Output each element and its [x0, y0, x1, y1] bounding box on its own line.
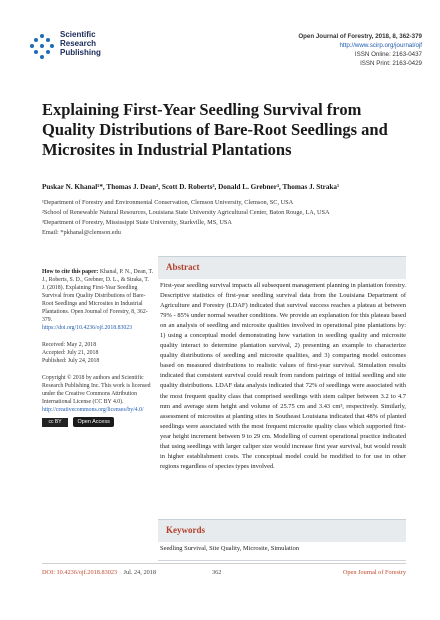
- paper-title: Explaining First-Year Seedling Survival from Quality Distributions of Bare-Root Seedlings and Microsites in Industrial Plantations: [42, 100, 388, 159]
- affiliation-1: ¹Department of Forestry and Environmental Conservation, Clemson University, Clemson, SC, USA: [42, 199, 294, 206]
- license-badges: [42, 417, 114, 427]
- footer-divider: [42, 563, 406, 564]
- page-footer: [42, 566, 406, 580]
- scirp-logo-icon: [30, 34, 56, 60]
- affiliation-3: ³Department of Forestry, Mississippi State University, Starkville, MS, USA: [42, 219, 232, 226]
- copyright-text: Copyright © 2018 by authors and Scientific Research Publishing Inc. This work is licensed under the Creative Commons Attribution International License (CC BY 4.0).: [42, 375, 151, 405]
- sidebar-info: [42, 268, 154, 427]
- abstract-text: First-year seedling survival impacts all subsequent management planning in plantation forestry. Descriptive statistics of first-year seedling survival data from the Louisiana Department of Agriculture and Forestry (LDAF) indicated that survival success reaches a plateau at between 79% - 85% under normal weather conditions. We provide an explanation for this plateau based on an analysis of seedling and microsite qualities involved in operational pine plantations by: 1) using a conceptual model demonstrating how variation in seedling quality and microsite quality interact to determine plantation survival, 2) presenting an example to characterize quality distributions of seedling and microsite qualities, and 3) comparing model outcomes based on measured distributions to realistic values of first-year survival. Simulation results indicated that consistent survival could result from random pairings of initial seedling and site quality distributions. LDAF data analysis indicated that 72% of seedlings were associated with the most frequent quality class that comprised seedlings with stem caliper between 3.2 to 4.7 mm and average stem height and volume of 25.75 cm and 3.43 cm³, respectively. Similarly, assessment of microsites at planting sites in Southeast Louisiana indicated that 48% of planted seedlings were associated with the most frequent microsite quality class which supported first-year height increment between 9 to 29 cm. Modelling of current operational practice indicated that using seedlings with larger caliper size would increase first year survival, but would result in higher establishment costs. The conceptual model could be modified to for use in other regions regardless of species types involved.: [160, 282, 406, 470]
- footer-date: Jul. 24, 2018: [123, 569, 157, 576]
- citation-label: How to cite this paper:: [42, 269, 99, 275]
- citation-doi-link[interactable]: https://doi.org/10.4236/ojf.2018.83023: [42, 325, 133, 331]
- contact-email[interactable]: Email: *pkhanal@clemson.edu: [42, 229, 121, 236]
- citation-text: Khanal, P. N., Dean, T. J., Roberts, S. D., Grebner, D. L., & Straka, T. J. (2018). Explaining First-Year Seedling Survival from Quality Distributions of Bare-Root Seedlings and Microsites in Industrial Plantations. Open Journal of Forestry, 8, 362-379.: [42, 269, 154, 323]
- open-access-badge: Open Access: [73, 417, 113, 427]
- issn-online: ISSN Online: 2163-0437: [354, 51, 422, 58]
- citation-block: [42, 268, 154, 332]
- issn-print: ISSN Print: 2163-0429: [360, 60, 422, 67]
- keywords-divider: [158, 560, 406, 561]
- footer-journal-name: Open Journal of Forestry: [342, 569, 406, 576]
- journal-url-link[interactable]: http://www.scirp.org/journal/ojf: [339, 42, 422, 49]
- publisher-name-1: Scientific: [60, 30, 96, 39]
- journal-info: [298, 32, 422, 68]
- accepted-date: Accepted: July 21, 2018: [42, 350, 99, 356]
- journal-reference: Open Journal of Forestry, 2018, 8, 362-379: [298, 33, 422, 40]
- affiliations: [42, 198, 422, 238]
- page-number: 362: [212, 569, 222, 576]
- received-date: Received: May 2, 2018: [42, 342, 97, 348]
- affiliation-2: ²School of Renewable Natural Resources, Louisiana State University Agricultural Center, Baton Rouge, LA, USA: [42, 209, 330, 216]
- abstract-heading: Abstract: [166, 262, 200, 272]
- keywords-heading: Keywords: [166, 525, 205, 535]
- author-list: Puskar N. Khanal¹*, Thomas J. Dean², Scott D. Roberts³, Donald L. Grebner³, Thomas J. Straka¹: [42, 183, 340, 191]
- publisher-name-2: Research: [60, 39, 97, 48]
- license-link[interactable]: http://creativecommons.org/licenses/by/4.0/: [42, 407, 144, 413]
- footer-doi[interactable]: DOI: 10.4236/ojf.2018.83023: [42, 569, 118, 576]
- cc-by-badge-icon[interactable]: cc BY: [42, 418, 68, 427]
- published-date: Published: July 24, 2018: [42, 358, 100, 364]
- keywords-text: Seedling Survival, Site Quality, Microsite, Simulation: [160, 545, 300, 552]
- publisher-logo: [30, 30, 140, 62]
- publisher-name-3: Publishing: [60, 48, 101, 57]
